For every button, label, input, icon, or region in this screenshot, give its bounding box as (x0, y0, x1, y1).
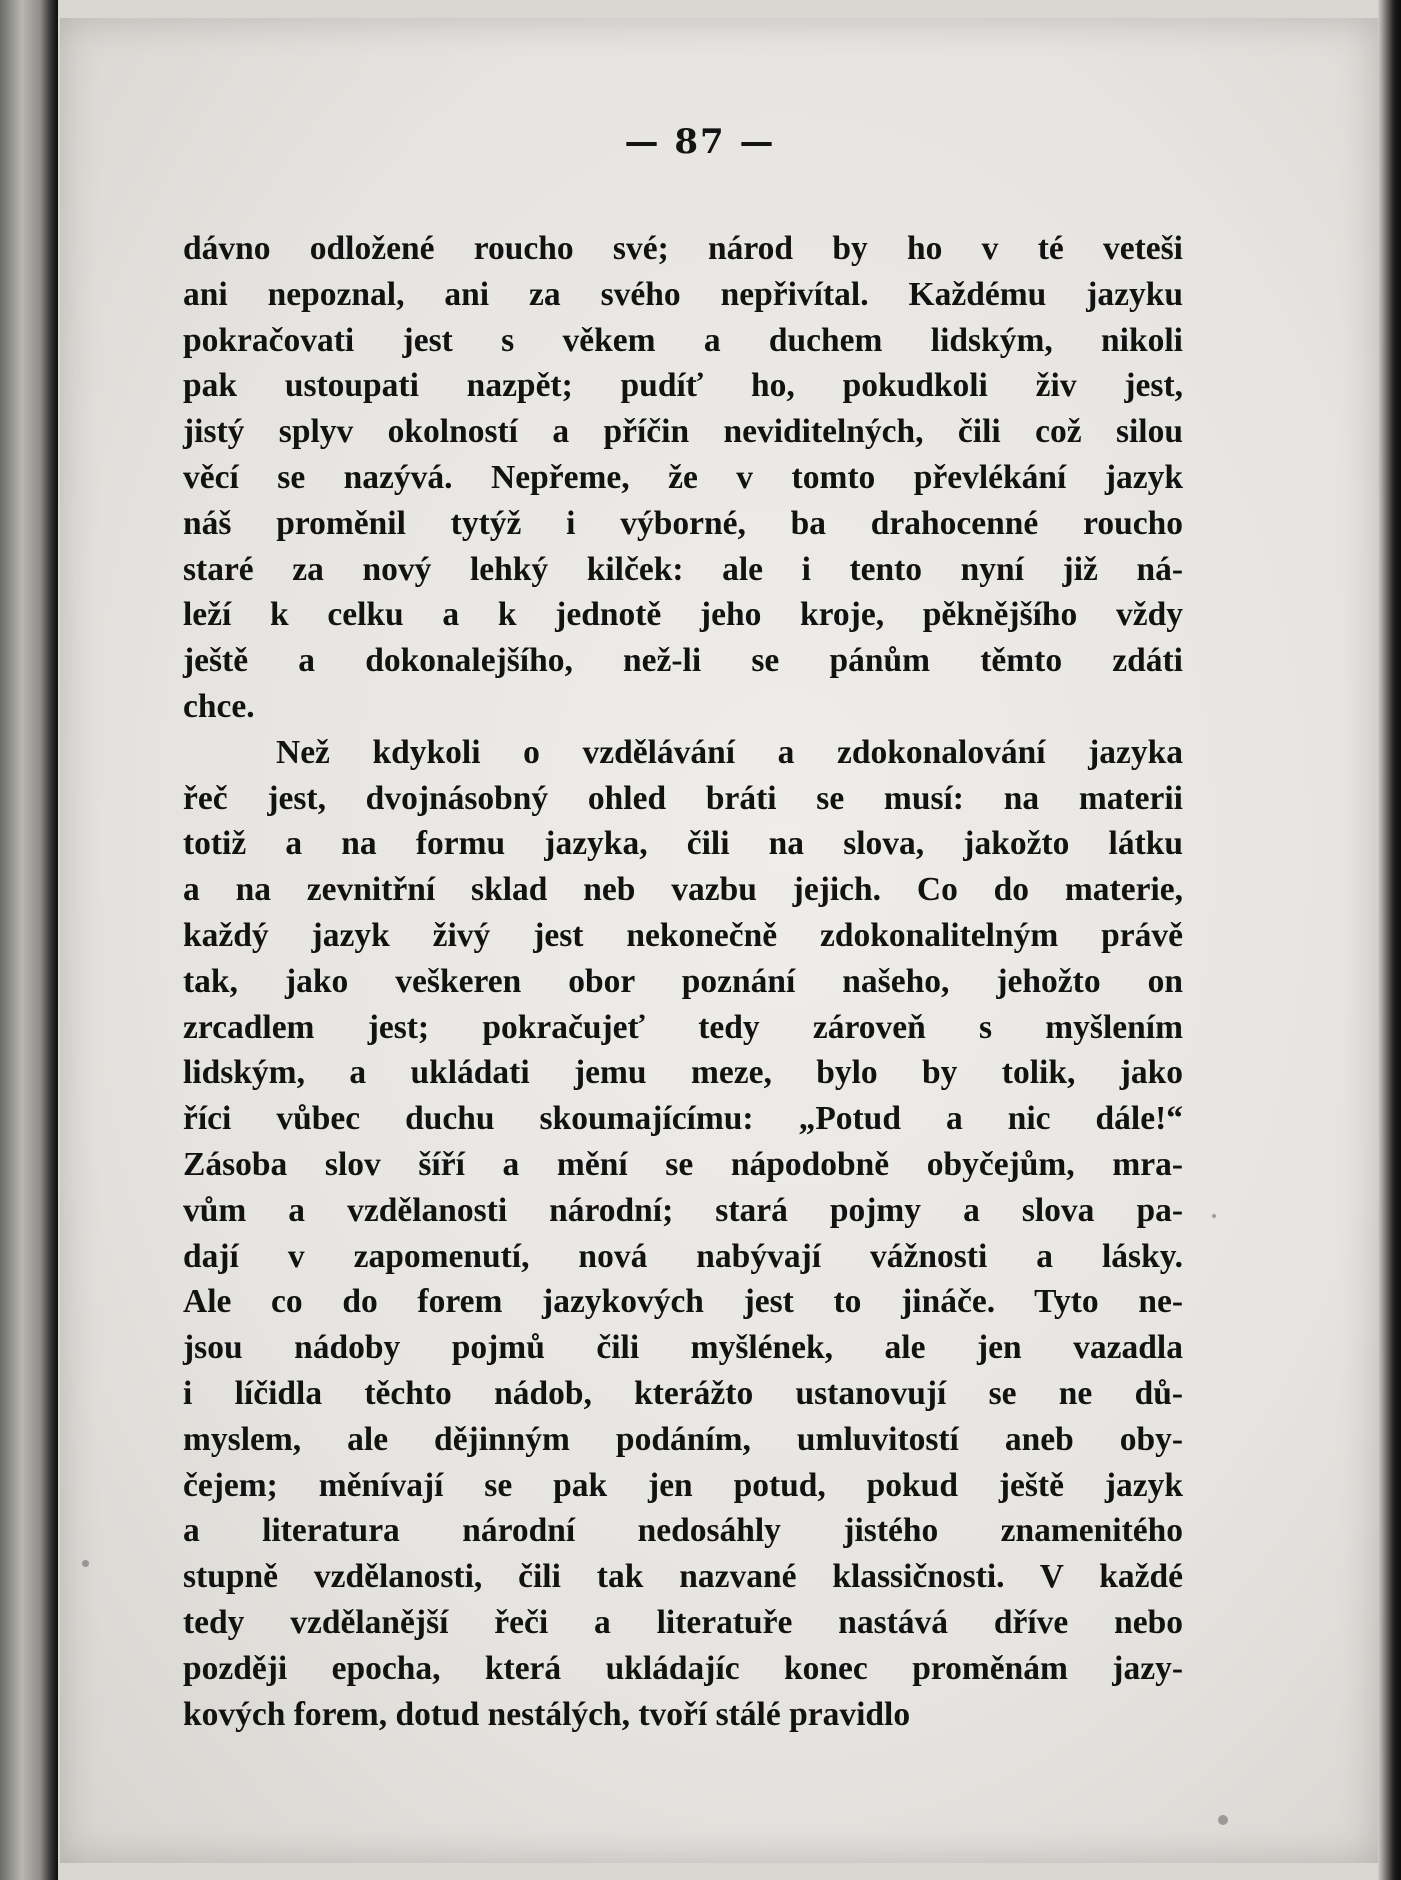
text-line: zrcadlem jest; pokračujeť tedy zároveň s myšlením (183, 1008, 1183, 1046)
text-line: chce. (183, 687, 255, 725)
text-line: věcí se nazývá. Nepřeme, že v tomto převlékání jazyk (183, 458, 1183, 496)
text-line: stupně vzdělanosti, čili tak nazvané klassičnosti. V každé (183, 1558, 1183, 1596)
text-line: každý jazyk živý jest nekonečně zdokonalitelným právě (183, 916, 1183, 954)
text-line: myslem, ale dějinným podáním, umluvitostí aneb oby- (183, 1420, 1183, 1458)
paper-speck (1218, 1815, 1228, 1825)
paragraph (183, 730, 1183, 1738)
text-line: staré za nový lehký kilček: ale i tento nyní již ná- (183, 550, 1183, 588)
text-line: řeč jest, dvojnásobný ohled bráti se musí: na materii (183, 779, 1183, 817)
text-line: a literatura národní nedosáhly jistého znamenitého (183, 1512, 1183, 1550)
text-line: dají v zapomenutí, nová nabývají vážnosti a lásky. (183, 1237, 1183, 1275)
paper-speck (82, 1560, 89, 1567)
text-line: vům a vzdělanosti národní; stará pojmy a slova pa- (183, 1191, 1183, 1229)
page-edge-shadow (1378, 0, 1401, 1880)
text-line: Než kdykoli o vzdělávání a zdokonalování jazyka (276, 733, 1183, 771)
page-number: — 87 — (624, 122, 776, 162)
text-line: dávno odložené roucho své; národ by ho v té veteši (183, 230, 1183, 267)
text-line: a na zevnitřní sklad neb vazbu jejich. Co do materie, (183, 871, 1183, 909)
text-line: lidským, a ukládati jemu meze, bylo by tolik, jako (183, 1054, 1183, 1092)
book-binding (0, 0, 58, 1880)
text-line: později epocha, která ukládajíc konec proměnám jazy- (183, 1649, 1183, 1687)
text-line: i líčidla těchto nádob, kterážto ustanovují se ne dů- (183, 1374, 1183, 1412)
text-line: leží k celku a k jednotě jeho kroje, pěknějšího vždy (183, 596, 1183, 634)
text-line: náš proměnil tytýž i výborné, ba drahocenné roucho (183, 504, 1183, 542)
text-line: jistý splyv okolností a příčin neviditelných, čili což silou (183, 413, 1183, 451)
text-line: ani nepoznal, ani za svého nepřivítal. Každému jazyku (183, 275, 1183, 313)
text-line: říci vůbec duchu skoumajícímu: „Potud a nic dále!“ (183, 1100, 1183, 1138)
text-line: čejem; měnívají se pak jen potud, pokud ještě jazyk (183, 1466, 1183, 1504)
text-line: jsou nádoby pojmů čili myšlének, ale jen vazadla (183, 1329, 1183, 1367)
text-line: Zásoba slov šíří a mění se nápodobně obyčejům, mra- (183, 1145, 1183, 1183)
body-text (183, 226, 1183, 1737)
text-line: totiž a na formu jazyka, čili na slova, jakožto látku (183, 825, 1183, 863)
text-line: tedy vzdělanější řeči a literatuře nastává dříve nebo (183, 1603, 1183, 1641)
text-line: tak, jako veškeren obor poznání našeho, jehožto on (183, 962, 1183, 1000)
text-line: ještě a dokonalejšího, než-li se pánům těmto zdáti (183, 642, 1183, 680)
paper-speck (1212, 1214, 1216, 1218)
text-line: pak ustoupati nazpět; pudíť ho, pokudkoli živ jest, (183, 367, 1183, 405)
text-line: Ale co do forem jazykových jest to jináče. Tyto ne- (183, 1283, 1183, 1321)
text-line: kových forem, dotud nestálých, tvoří stálé pravidlo (183, 1695, 911, 1733)
text-line: pokračovati jest s věkem a duchem lidským, nikoli (183, 321, 1183, 359)
paragraph (183, 226, 1183, 730)
